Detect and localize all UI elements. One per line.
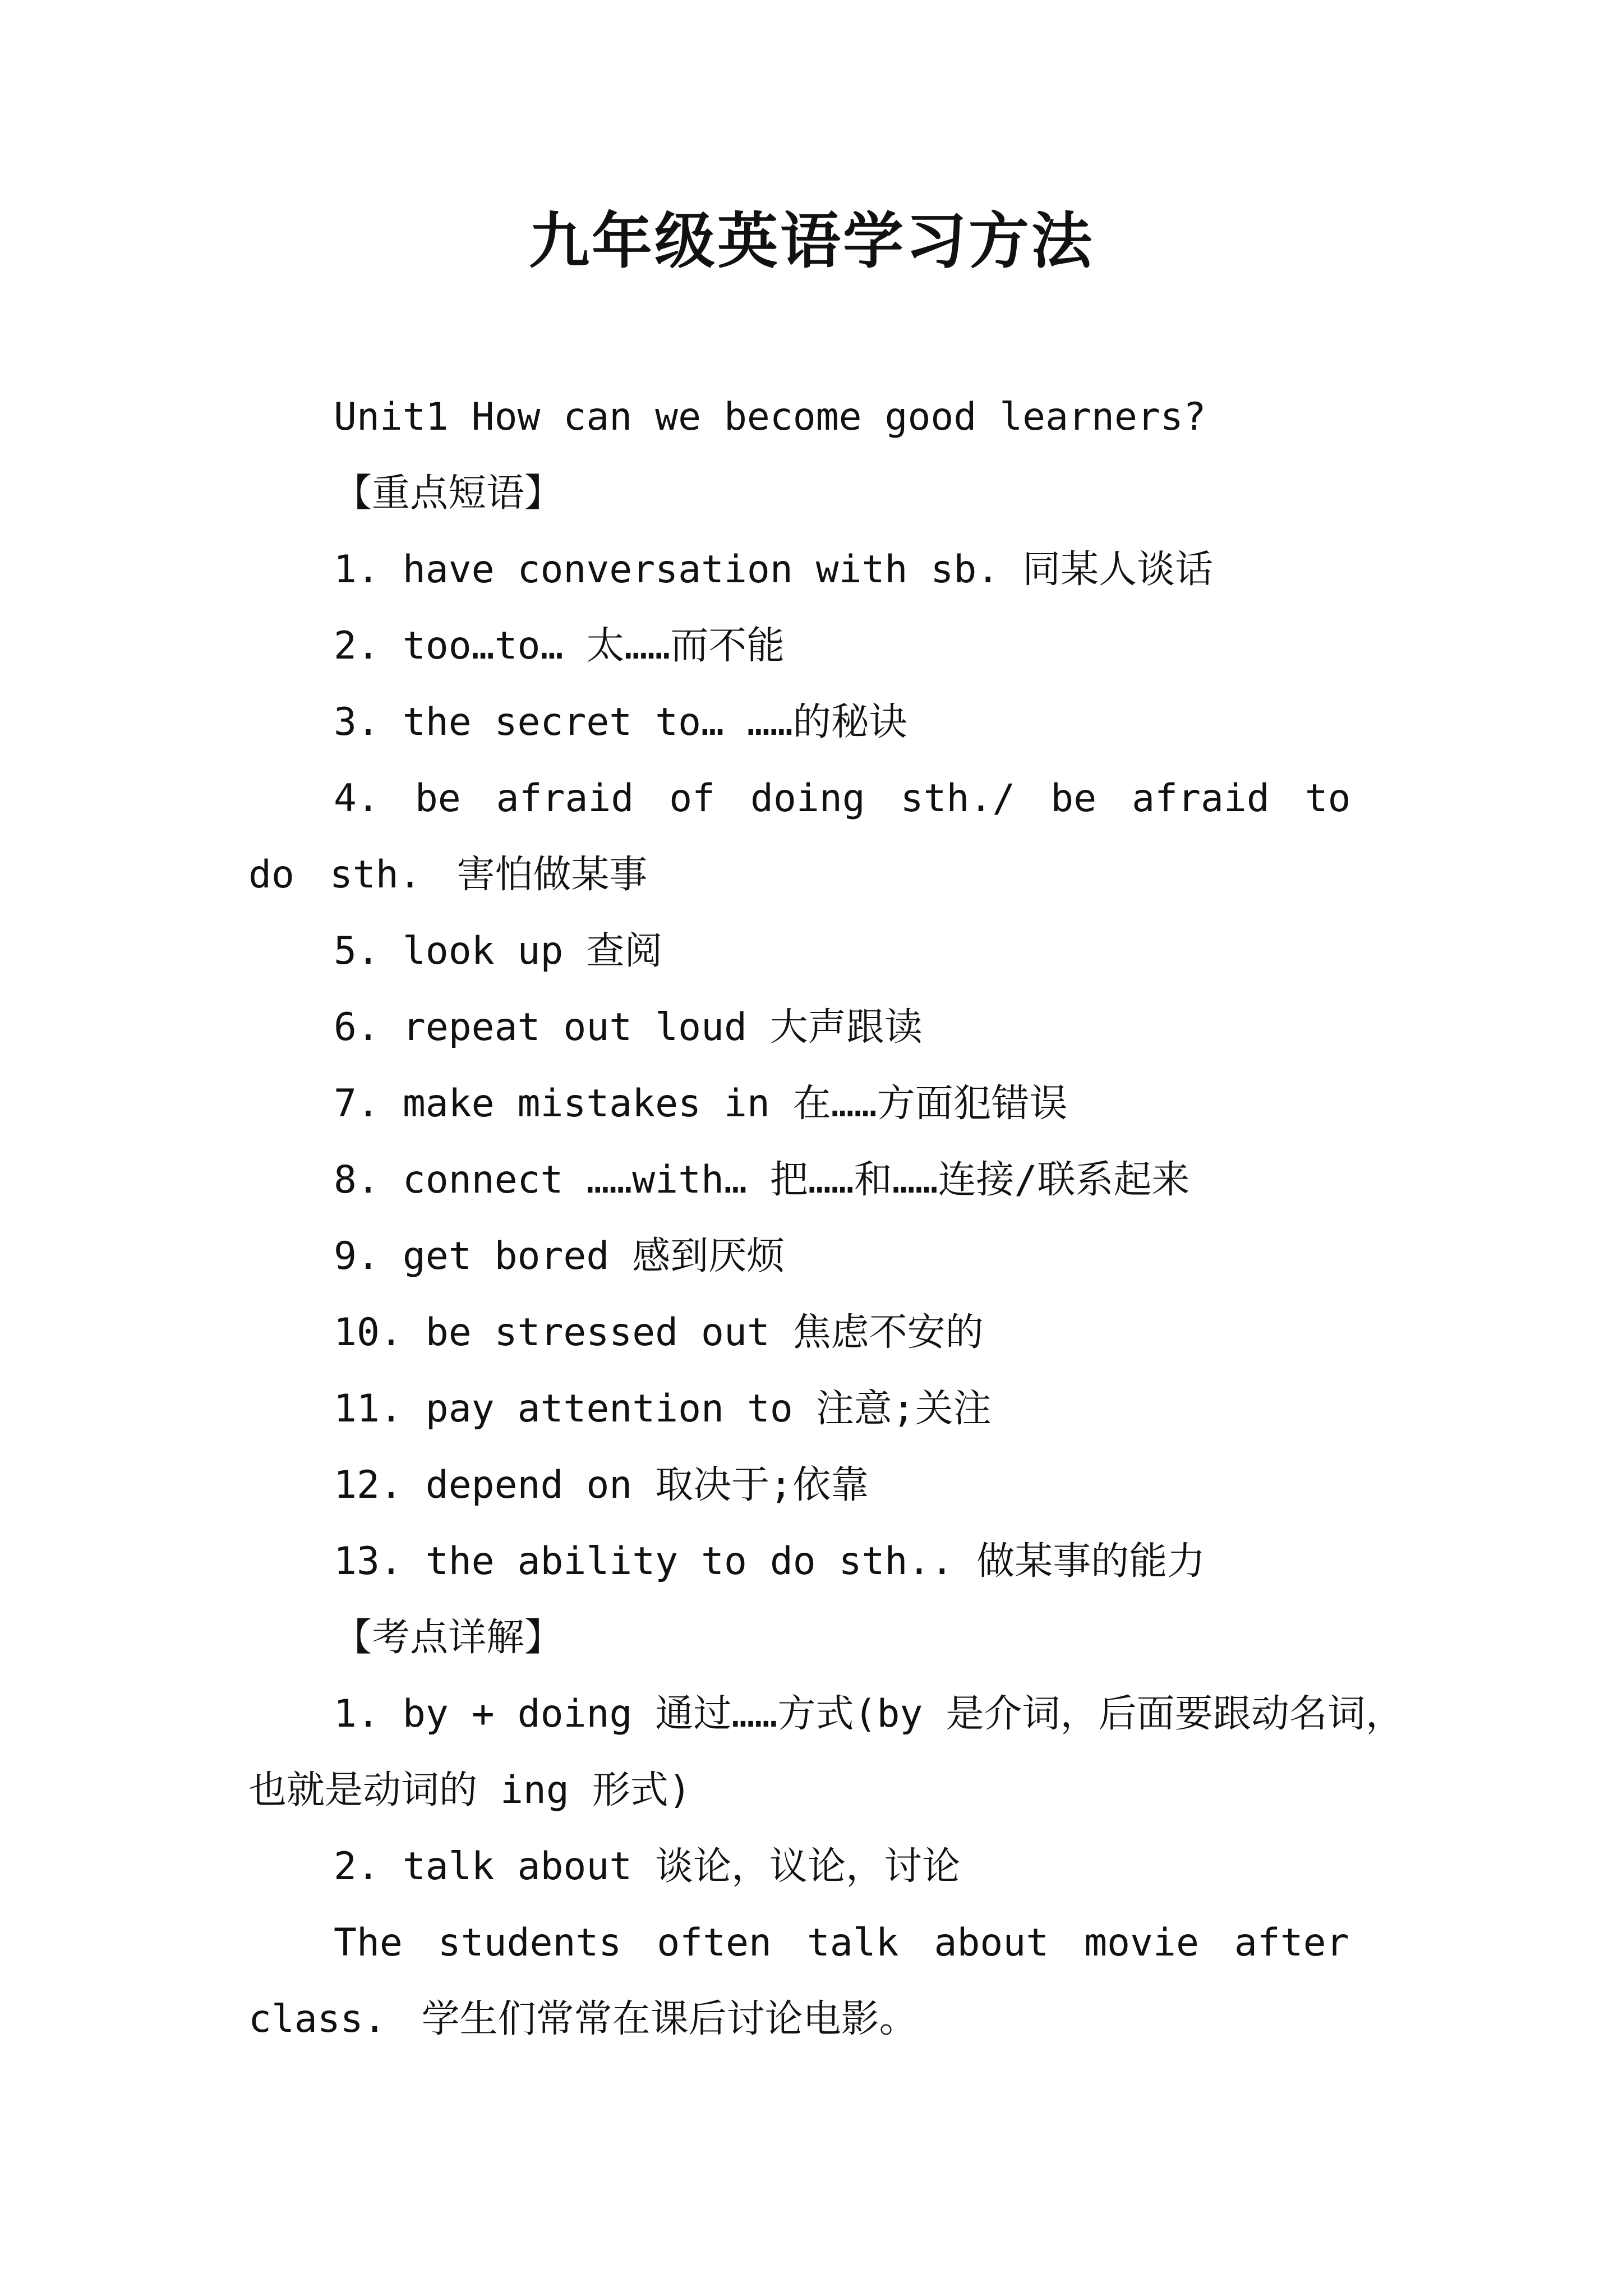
- phrase-item: 12. depend on 取决于;依靠: [334, 1463, 869, 1507]
- phrase-item: 7. make mistakes in 在……方面犯错误: [334, 1082, 1068, 1126]
- unit-title: Unit1 How can we become good learners?: [334, 395, 1206, 439]
- phrase-item: 5. look up 查阅: [334, 929, 663, 973]
- section-heading-key-phrases: 【重点短语】: [334, 471, 563, 516]
- phrase-item: 2. too…to… 太……而不能: [334, 624, 785, 668]
- phrase-item: 11. pay attention to 注意;关注: [334, 1387, 992, 1431]
- phrase-item: 1. have conversation with sb. 同某人谈话: [334, 547, 1214, 592]
- exam-point-item: 2. talk about 谈论，议论，讨论: [334, 1844, 961, 1889]
- phrase-item: 6. repeat out loud 大声跟读: [334, 1005, 923, 1050]
- phrase-item: 10. be stressed out 焦虑不安的: [334, 1310, 984, 1355]
- document-title: 九年级英语学习方法: [528, 206, 1094, 277]
- phrase-item: 4. be afraid of doing sth./ be afraid to do sth. 害怕做某事: [248, 776, 1351, 897]
- phrase-item: 9. get bored 感到厌烦: [334, 1234, 785, 1278]
- document-body: [248, 379, 1404, 2058]
- phrase-item: 13. the ability to do sth.. 做某事的能力: [334, 1539, 1206, 1584]
- phrase-item: 3. the secret to… ……的秘诀: [334, 700, 907, 744]
- section-heading-exam-points: 【考点详解】: [334, 1616, 563, 1660]
- example-sentence: The students often talk about movie after class. 学生们常常在课后讨论电影。: [248, 1921, 1349, 2041]
- exam-point-item: 1. by + doing 通过……方式(by 是介词，后面要跟动名词，也就是动词的 ing 形式): [248, 1692, 1404, 1812]
- phrase-item: 8. connect ……with… 把……和……连接/联系起来: [334, 1158, 1190, 1202]
